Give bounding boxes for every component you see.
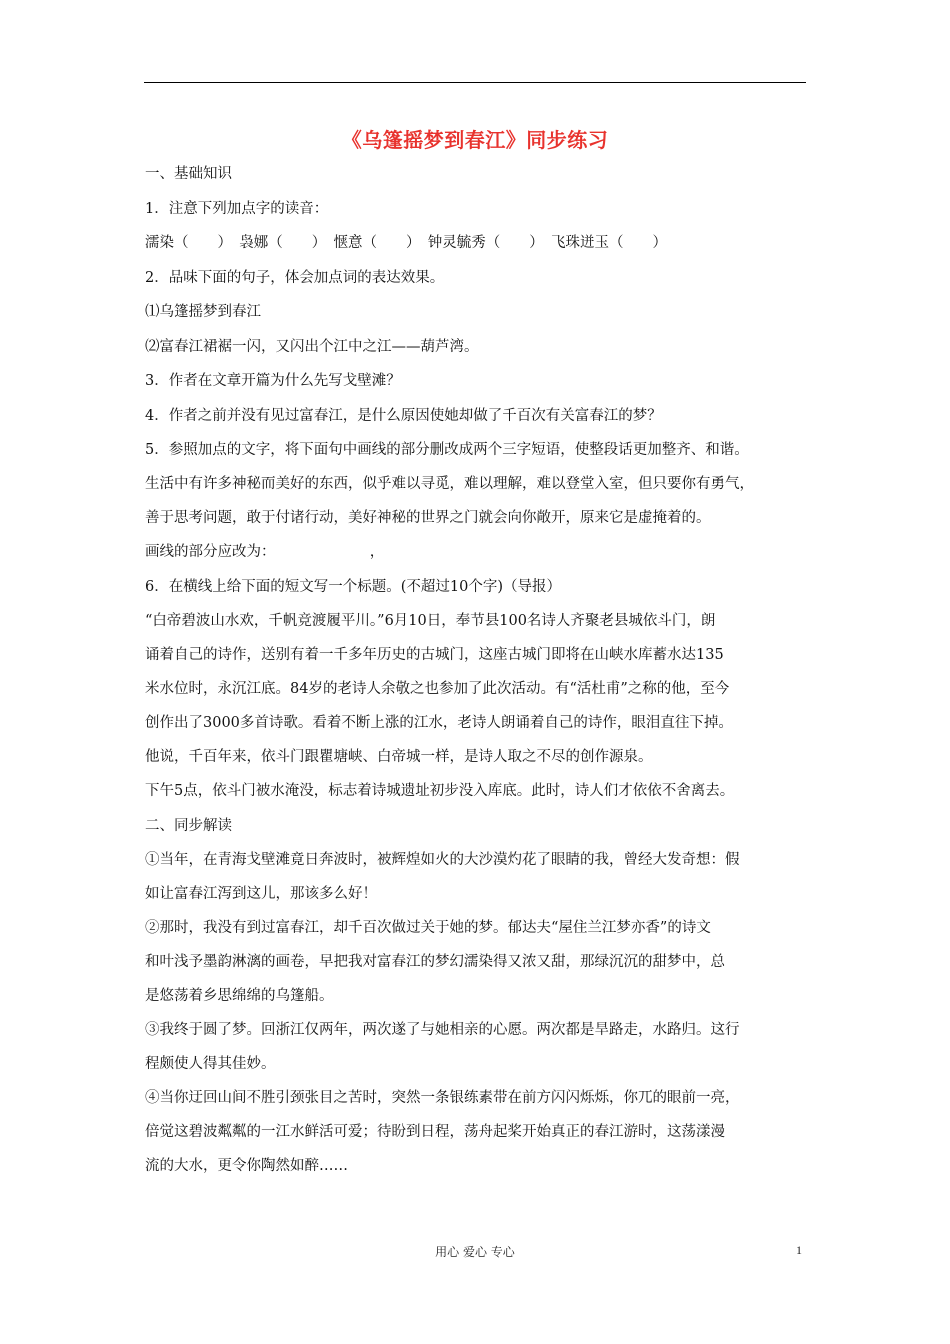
text-line: 5．参照加点的文字，将下面句中画线的部分删改成两个三字短语，使整段话更加整齐、和谐。: [145, 442, 749, 458]
text-line: ②那时，我没有到过富春江，却千百次做过关于她的梦。郁达夫“屋住兰江梦亦香”的诗文: [145, 920, 711, 936]
text-line: 和叶浅予墨韵淋漓的画卷，早把我对富春江的梦幻濡染得又浓又甜，那绿沉沉的甜梦中，总: [145, 954, 725, 970]
text-line: 生活中有许多神秘而美好的东西，似乎难以寻觅，难以理解，难以登堂入室，但只要你有勇气，: [145, 476, 754, 492]
text-line: 创作出了3000多首诗歌。看着不断上涨的江水，老诗人朗诵着自己的诗作，眼泪直往下掉。: [145, 715, 733, 731]
text-line: 是悠荡着乡思绵绵的乌篷船。: [145, 988, 334, 1004]
text-line: 濡染（ ） 袅娜（ ） 惬意（ ） 钟灵毓秀（ ） 飞珠迸玉（ ）: [145, 235, 667, 251]
text-line: 倍觉这碧波粼粼的一江水鲜活可爱；待盼到日程，荡舟起桨开始真正的春江游时，这荡漾漫: [145, 1124, 725, 1140]
text-line: 二、同步解读: [145, 817, 232, 834]
text-line: 他说，千百年来，依斗门跟瞿塘峡、白帝城一样，是诗人取之不尽的创作源泉。: [145, 749, 653, 765]
text-line: 如让富春江泻到这儿，那该多么好！: [145, 886, 377, 902]
text-line: 诵着自己的诗作，送别有着一千多年历史的古城门，这座古城门即将在山峡水库蓄水达135: [145, 647, 724, 663]
text-line: 1．注意下列加点字的读音：: [145, 200, 329, 217]
text-line: ③我终于圆了梦。回浙江仅两年，两次遂了与她相亲的心愿。两次都是旱路走，水路归。这行: [145, 1022, 740, 1038]
text-line: 6．在横线上给下面的短文写一个标题。(不超过10个字)（导报）: [145, 578, 561, 595]
text-line: ⑴乌篷摇梦到春江: [145, 304, 261, 320]
text-line: 一、基础知识: [145, 166, 232, 182]
text-line: 画线的部分应改为： ，: [145, 544, 385, 560]
document-body: [145, 157, 810, 1183]
header-rule: [144, 82, 806, 83]
text-line: 米水位时，永沉江底。84岁的老诗人余敬之也参加了此次活动。有“活杜甫”之称的他，至今: [145, 681, 730, 697]
page-footer: 用心 爱心 专心: [435, 1245, 515, 1259]
text-line: 善于思考问题，敢于付诸行动，美好神秘的世界之门就会向你敞开，原来它是虚掩着的。: [145, 510, 711, 526]
text-line: 下午5点，依斗门被水淹没，标志着诗城遗址初步没入库底。此时，诗人们才依依不舍离去。: [145, 783, 735, 799]
text-line: 4．作者之前并没有见过富春江，是什么原因使她却做了千百次有关富春江的梦？: [145, 407, 662, 424]
text-line: 2．品味下面的句子，体会加点词的表达效果。: [145, 269, 445, 286]
document-title: 《乌篷摇梦到春江》同步练习: [341, 128, 609, 152]
text-line: 3．作者在文章开篇为什么先写戈壁滩？: [145, 373, 401, 389]
text-line: ①当年，在青海戈壁滩竟日奔波时，被辉煌如火的大沙漠灼花了眼睛的我，曾经大发奇想：假: [145, 852, 740, 868]
text-line: ④当你迂回山间不胜引颈张目之苦时，突然一条银练素带在前方闪闪烁烁，你兀的眼前一亮，: [145, 1090, 740, 1106]
page-number: 1: [796, 1243, 802, 1257]
text-line: ⑵富春江裙裾一闪，又闪出个江中之江——葫芦湾。: [145, 338, 479, 355]
text-line: 流的大水，更令你陶然如醉……: [145, 1158, 348, 1174]
text-line: 程颇使人得其佳妙。: [145, 1056, 276, 1072]
text-line: “白帝碧波山水欢，千帆竞渡履平川。”6月10日，奉节县100名诗人齐聚老县城依斗门，朗: [145, 613, 716, 629]
